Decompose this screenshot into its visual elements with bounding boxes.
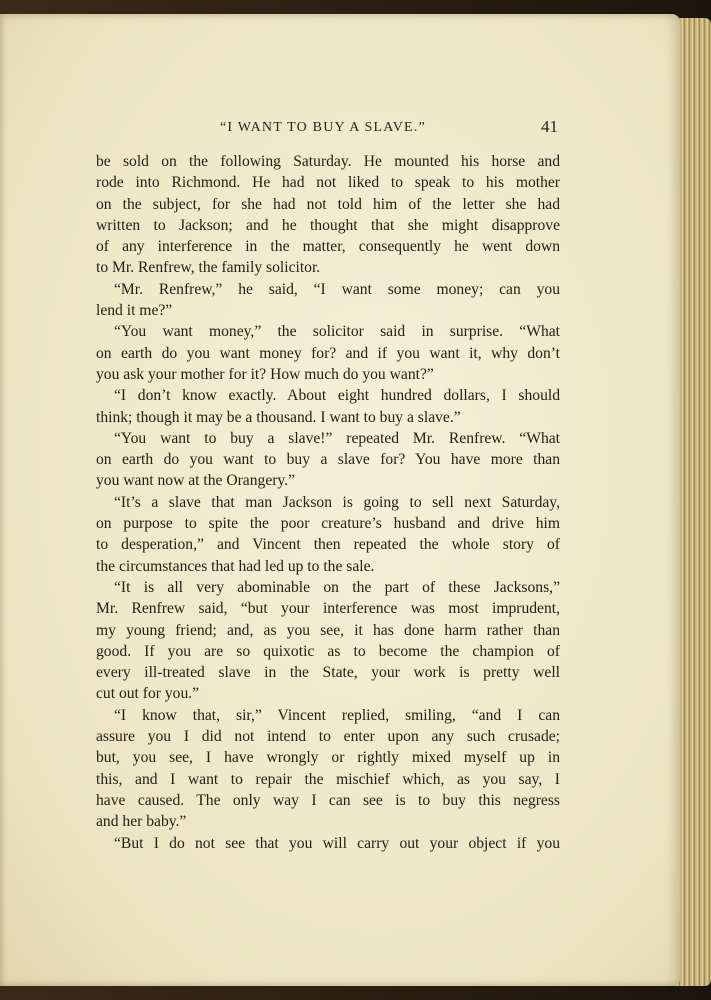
text-line: this, and I want to repair the mischief which, as you say, I — [96, 770, 560, 788]
text-line: “Mr. Renfrew,” he said, “I want some money; can you — [114, 280, 560, 298]
text-line: my young friend; and, as you see, it has done harm rather than — [96, 621, 560, 639]
text-line: “You want money,” the solicitor said in surprise. “What — [114, 323, 560, 341]
text-line: on earth do you want to buy a slave for? You have more than — [96, 451, 560, 469]
running-head — [96, 117, 560, 140]
text-line: on the subject, for she had not told him of the letter she had — [96, 195, 560, 213]
text-line: “It is all very abominable on the part of these Jacksons,” — [114, 578, 560, 596]
text-line: but, you see, I have wrongly or rightly mixed myself up in — [96, 749, 560, 767]
text-line: rode into Richmond. He had not liked to speak to his mother — [96, 174, 560, 192]
text-line: written to Jackson; and he thought that she might disapprove — [96, 216, 560, 234]
text-line: be sold on the following Saturday. He mounted his horse and — [96, 153, 560, 170]
body-text — [96, 151, 560, 854]
text-line: of any interference in the matter, consequently he went down — [96, 238, 560, 256]
text-line: on earth do you want money for? and if you want it, why don’t — [96, 344, 560, 362]
text-line: to desperation,” and Vincent then repeated the whole story of — [96, 536, 560, 554]
text-line: you ask your mother for it? How much do you want?” — [96, 365, 434, 383]
text-line: “I know that, sir,” Vincent replied, smiling, “and I can — [114, 706, 560, 724]
running-head-title: “I WANT TO BUY A SLAVE.” — [220, 120, 426, 135]
text-line: and her baby.” — [96, 813, 187, 831]
text-line: on purpose to spite the poor creature’s husband and drive him — [96, 515, 560, 533]
text-line: have caused. The only way I can see is to buy this negress — [96, 791, 560, 809]
text-line: Mr. Renfrew said, “but your interference was most imprudent, — [96, 600, 560, 618]
text-line: good. If you are so quixotic as to become the champion of — [96, 642, 560, 660]
text-line: you want now at the Orangery.” — [96, 472, 296, 490]
text-line: every ill-treated slave in the State, your work is pretty well — [96, 664, 560, 682]
text-line: think; though it may be a thousand. I want to buy a slave.” — [96, 408, 461, 426]
text-line: lend it me?” — [96, 302, 173, 320]
page-number: 41 — [541, 117, 558, 136]
text-line: “I don’t know exactly. About eight hundred dollars, I should — [114, 387, 560, 405]
text-line: “It’s a slave that man Jackson is going to sell next Saturday, — [114, 493, 560, 511]
text-line: the circumstances that had led up to the sale. — [96, 557, 375, 575]
text-line: “But I do not see that you will carry out your object if you — [114, 834, 560, 852]
text-line: “You want to buy a slave!” repeated Mr. Renfrew. “What — [114, 429, 560, 447]
text-line: cut out for you.” — [96, 685, 200, 703]
text-line: to Mr. Renfrew, the family solicitor. — [96, 259, 321, 277]
text-line: assure you I did not intend to enter upon any such crusade; — [96, 728, 560, 746]
